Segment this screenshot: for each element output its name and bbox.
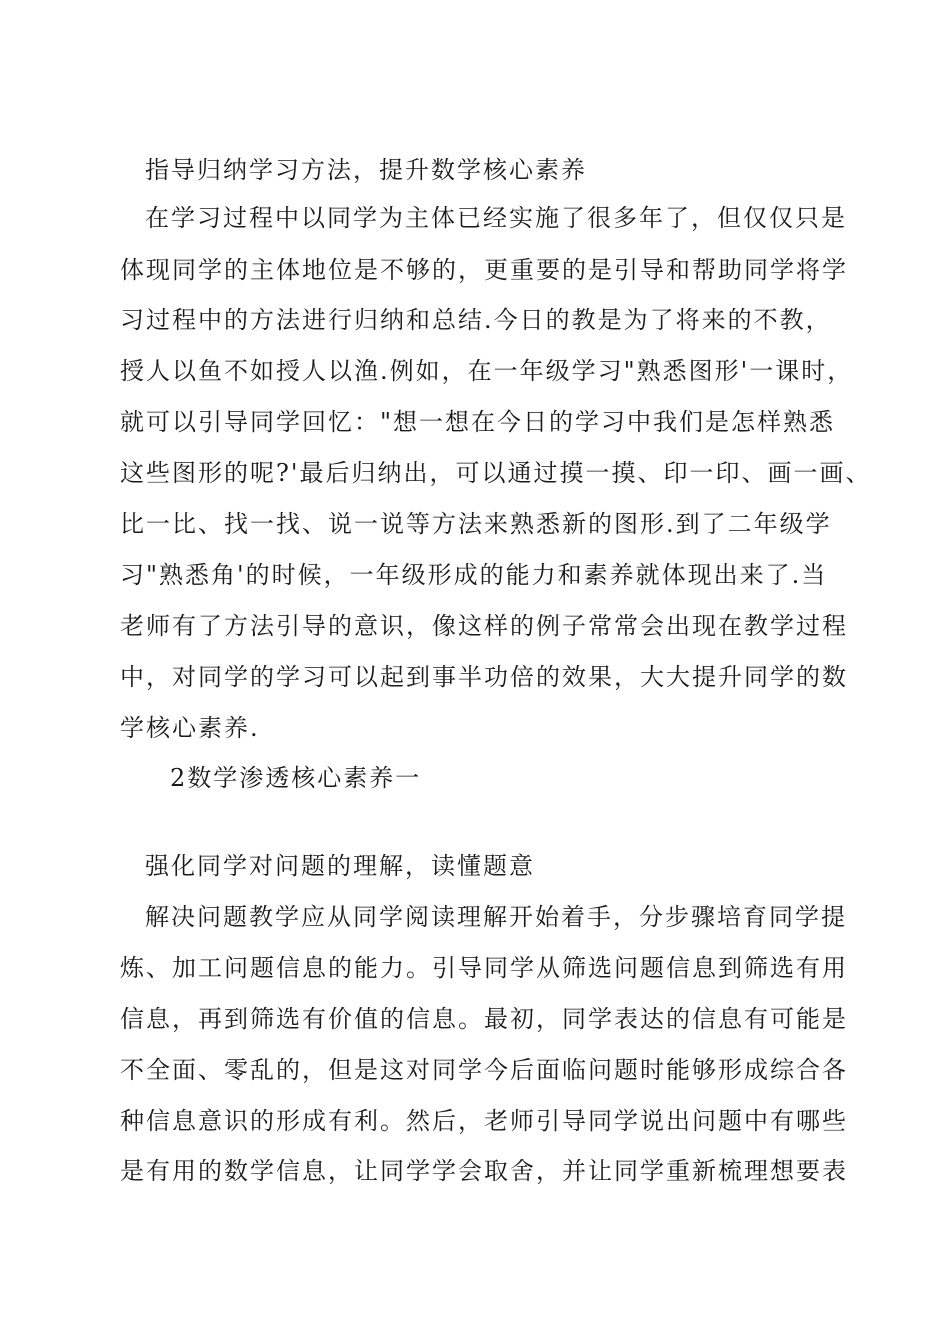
paragraph-line: 是有用的数学信息，让同学学会取舍，并让同学重新梳理想要表 — [120, 1157, 848, 1185]
paragraph-line: 中，对同学的学习可以起到事半功倍的效果，大大提升同学的数 — [120, 663, 848, 691]
paragraph-line: 授人以鱼不如授人以渔.例如，在一年级学习"熟悉图形'一课时， — [120, 357, 854, 385]
section-title: 2数学渗透核心素养一 — [170, 764, 422, 792]
paragraph-line: 学核心素养. — [120, 714, 260, 742]
paragraph-line: 比一比、找一找、说一说等方法来熟悉新的图形.到了二年级学 — [120, 510, 832, 538]
paragraph-line: 种信息意识的形成有利。然后，老师引导同学说出问题中有哪些 — [120, 1107, 848, 1135]
paragraph-line: 在学习过程中以同学为主体已经实施了很多年了，但仅仅只是 — [145, 204, 847, 232]
paragraph-line: 体现同学的主体地位是不够的，更重要的是引导和帮助同学将学 — [120, 256, 848, 284]
paragraph-line: 这些图形的呢?'最后归纳出，可以通过摸一摸、印一印、画一画、 — [120, 459, 872, 487]
paragraph-line: 老师有了方法引导的意识，像这样的例子常常会出现在教学过程 — [120, 612, 848, 640]
paragraph-line: 信息，再到筛选有价值的信息。最初，同学表达的信息有可能是 — [120, 1005, 848, 1033]
section-heading: 强化同学对问题的理解，读懂题意 — [145, 852, 535, 880]
paragraph-line: 习过程中的方法进行归纳和总结.今日的教是为了将来的不教， — [120, 306, 832, 334]
paragraph-line: 就可以引导同学回忆："想一想在今日的学习中我们是怎样熟悉 — [120, 408, 836, 436]
paragraph-line: 习"熟悉角'的时候，一年级形成的能力和素养就体现出来了.当 — [120, 561, 828, 589]
paragraph-line: 不全面、零乱的，但是这对同学今后面临问题时能够形成综合各 — [120, 1056, 848, 1084]
section-heading: 指导归纳学习方法，提升数学核心素养 — [145, 156, 587, 184]
paragraph-line: 解决问题教学应从同学阅读理解开始着手，分步骤培育同学提 — [145, 903, 847, 931]
paragraph-line: 炼、加工问题信息的能力。引导同学从筛选问题信息到筛选有用 — [120, 954, 848, 982]
